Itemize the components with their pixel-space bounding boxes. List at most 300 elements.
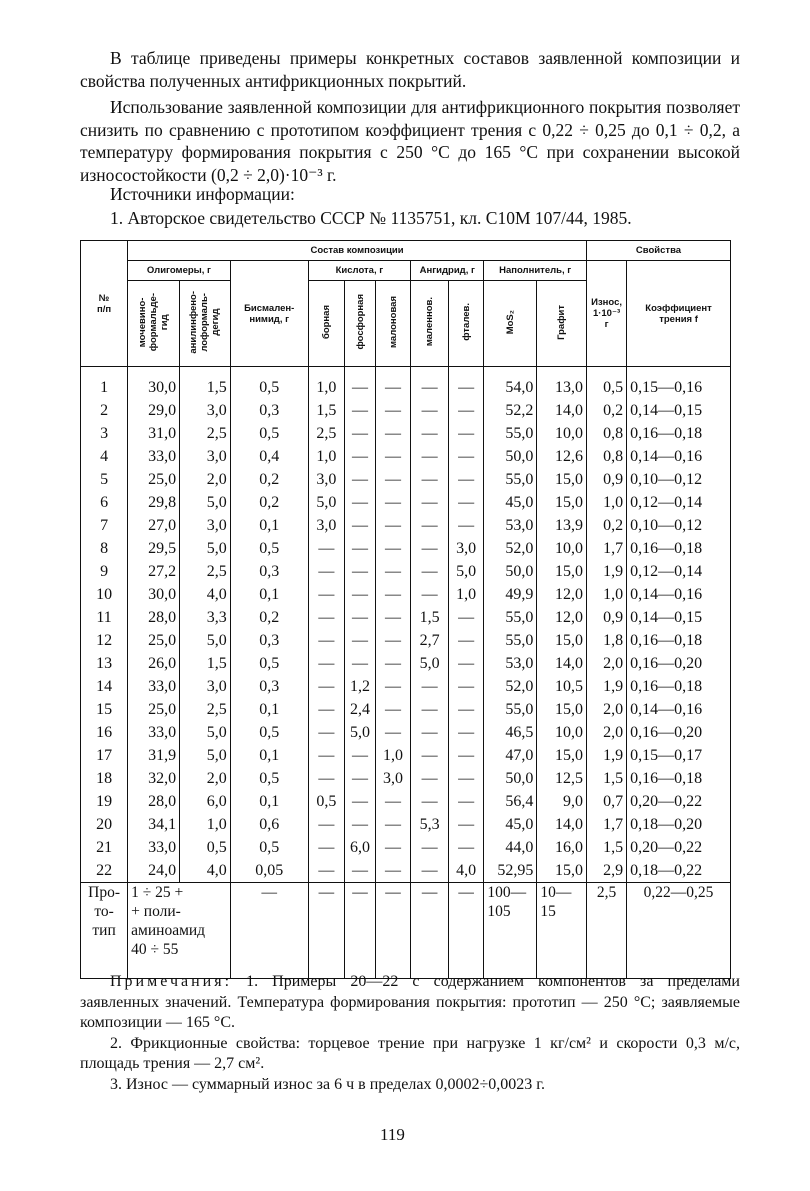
table-cell: —: [411, 537, 449, 560]
table-cell: —: [375, 491, 410, 514]
table-cell: 0,16—0,20: [627, 721, 731, 744]
table-cell: 1,0: [587, 583, 627, 606]
table-cell: 14,0: [537, 813, 587, 836]
table-cell: 5,0: [345, 721, 376, 744]
table-row: [81, 652, 731, 675]
row-number: 12: [81, 629, 128, 652]
row-number: 1: [81, 367, 128, 399]
table-cell: 15,0: [537, 744, 587, 767]
table-cell: —: [375, 367, 410, 399]
table-cell: 2,5: [180, 698, 231, 721]
table-cell: 5,0: [180, 721, 231, 744]
table-cell: —: [375, 399, 410, 422]
table-cell: 2,0: [180, 767, 231, 790]
table-cell: 0,6: [230, 813, 308, 836]
header-friction: Коэффициент трения f: [627, 261, 731, 367]
source-item-1: 1. Авторское свидетельство СССР № 1135751, кл. С10М 107/44, 1985.: [110, 208, 632, 228]
table-cell: 56,4: [484, 790, 537, 813]
table-row: [81, 836, 731, 859]
table-cell: 0,9: [587, 606, 627, 629]
table-cell: 44,0: [484, 836, 537, 859]
table-cell: —: [411, 744, 449, 767]
table-cell: —: [375, 859, 410, 883]
table-cell: 52,2: [484, 399, 537, 422]
row-number: 4: [81, 445, 128, 468]
table-cell: —: [448, 367, 483, 399]
table-cell: —: [375, 836, 410, 859]
table-cell: 24,0: [128, 859, 180, 883]
table-cell: —: [308, 744, 345, 767]
table-cell: 0,20—0,22: [627, 836, 731, 859]
prototype-graphite: 10— 15: [537, 882, 587, 978]
table-cell: 1,5: [411, 606, 449, 629]
table-cell: 13,0: [537, 367, 587, 399]
table-cell: 1,9: [587, 744, 627, 767]
table-cell: 0,10—0,12: [627, 468, 731, 491]
table-cell: 13,9: [537, 514, 587, 537]
table-cell: —: [308, 698, 345, 721]
table-cell: —: [448, 836, 483, 859]
table-cell: —: [411, 560, 449, 583]
table-cell: 0,12—0,14: [627, 560, 731, 583]
table-cell: 1,2: [345, 675, 376, 698]
table-row: [81, 491, 731, 514]
table-cell: —: [345, 652, 376, 675]
row-number: 10: [81, 583, 128, 606]
header-acid: Кислота, г: [308, 261, 411, 281]
table-cell: —: [308, 560, 345, 583]
table-cell: —: [411, 721, 449, 744]
table-cell: —: [448, 445, 483, 468]
table-cell: —: [448, 744, 483, 767]
table-cell: 0,10—0,12: [627, 514, 731, 537]
table-cell: 0,16—0,18: [627, 767, 731, 790]
table-cell: 0,3: [230, 675, 308, 698]
row-number: 18: [81, 767, 128, 790]
table-cell: 55,0: [484, 422, 537, 445]
table-cell: —: [375, 445, 410, 468]
table-cell: 50,0: [484, 767, 537, 790]
table-cell: —: [448, 698, 483, 721]
table-cell: —: [411, 767, 449, 790]
table-cell: 5,0: [180, 491, 231, 514]
table-cell: 16,0: [537, 836, 587, 859]
table-cell: 30,0: [128, 367, 180, 399]
table-cell: —: [308, 882, 345, 978]
table-row: [81, 560, 731, 583]
note-1: 1. Примеры 20—22 с содержанием компонентов за пределами заявленных значений. Температура формирования покрытия: прототип — 250 °С; заявляемые композиции — 165 °С.: [80, 973, 740, 1031]
table-cell: —: [411, 468, 449, 491]
row-number: 6: [81, 491, 128, 514]
table-cell: —: [308, 836, 345, 859]
table-cell: 32,0: [128, 767, 180, 790]
table-cell: 1,7: [587, 813, 627, 836]
table-cell: 5,0: [180, 629, 231, 652]
table-cell: —: [345, 367, 376, 399]
table-cell: —: [375, 606, 410, 629]
table-cell: —: [308, 767, 345, 790]
table-cell: —: [308, 606, 345, 629]
table-cell: 0,2: [587, 514, 627, 537]
table-row: [81, 744, 731, 767]
table-cell: 0,12—0,14: [627, 491, 731, 514]
table-cell: —: [345, 882, 376, 978]
table-cell: 4,0: [180, 859, 231, 883]
table-cell: —: [448, 468, 483, 491]
table-cell: —: [448, 790, 483, 813]
header-oligomers: Олигомеры, г: [128, 261, 231, 281]
table-cell: 0,8: [587, 422, 627, 445]
table-cell: 15,0: [537, 491, 587, 514]
table-row: [81, 445, 731, 468]
table-cell: —: [448, 767, 483, 790]
table-cell: —: [448, 629, 483, 652]
composition-table: [80, 240, 731, 979]
table-cell: 28,0: [128, 790, 180, 813]
table-cell: 0,5: [230, 537, 308, 560]
row-number: 19: [81, 790, 128, 813]
table-cell: —: [448, 399, 483, 422]
table-cell: 2,0: [587, 721, 627, 744]
table-cell: —: [308, 537, 345, 560]
table-cell: 25,0: [128, 698, 180, 721]
table-cell: —: [411, 367, 449, 399]
table-cell: —: [448, 813, 483, 836]
table-cell: 0,5: [230, 422, 308, 445]
table-cell: 0,14—0,15: [627, 399, 731, 422]
table-cell: 5,0: [411, 652, 449, 675]
table-cell: 55,0: [484, 629, 537, 652]
header-phthalic: фталев.: [460, 303, 472, 341]
table-cell: 0,15—0,17: [627, 744, 731, 767]
table-cell: 0,3: [230, 399, 308, 422]
table-cell: 3,0: [180, 675, 231, 698]
page-number: 119: [380, 1125, 405, 1144]
table-cell: —: [308, 583, 345, 606]
table-cell: 1,9: [587, 560, 627, 583]
table-cell: 3,0: [308, 468, 345, 491]
row-number: 5: [81, 468, 128, 491]
header-maleic: маленнов.: [424, 297, 436, 347]
header-urea-formaldehyde: мочевино- формальде- гид: [137, 292, 171, 352]
table-cell: —: [345, 583, 376, 606]
table-cell: —: [375, 514, 410, 537]
table-cell: —: [448, 882, 483, 978]
prototype-mos2: 100— 105: [484, 882, 537, 978]
intro-paragraph-1: В таблице приведены примеры конкретных составов заявленной композиции и свойства полученных антифрикционных покрытий.: [80, 48, 740, 91]
table-cell: —: [375, 721, 410, 744]
table-cell: —: [411, 445, 449, 468]
table-cell: —: [411, 675, 449, 698]
table-cell: —: [411, 882, 449, 978]
table-cell: 31,9: [128, 744, 180, 767]
table-row: [81, 790, 731, 813]
row-number: 20: [81, 813, 128, 836]
table-cell: 27,0: [128, 514, 180, 537]
table-cell: 10,0: [537, 422, 587, 445]
table-cell: 33,0: [128, 721, 180, 744]
table-cell: 2,0: [587, 698, 627, 721]
table-cell: 15,0: [537, 468, 587, 491]
table-cell: 53,0: [484, 514, 537, 537]
table-cell: —: [448, 721, 483, 744]
intro-paragraph-2: Использование заявленной композиции для антифрикционного покрытия позволяет снизить по сравнению с прототипом коэффициент трения с 0,22 ÷ 0,25 до 0,1 ÷ 0,2, а температуру формирования покрытия с 250 °С до 165 °С при сохранении высокой износостойкости (0,2 ÷ 2,0)·10⁻³ г.: [80, 97, 740, 185]
table-cell: 0,2: [230, 491, 308, 514]
table-cell: 12,0: [537, 606, 587, 629]
table-cell: —: [308, 813, 345, 836]
table-cell: 5,3: [411, 813, 449, 836]
table-cell: 45,0: [484, 491, 537, 514]
table-cell: 29,5: [128, 537, 180, 560]
table-cell: —: [345, 399, 376, 422]
table-cell: —: [411, 698, 449, 721]
table-row: [81, 537, 731, 560]
table-cell: 0,1: [230, 698, 308, 721]
table-cell: 1,0: [375, 744, 410, 767]
table-row: [81, 399, 731, 422]
sources-heading: Источники информации:: [110, 184, 295, 204]
table-cell: —: [345, 859, 376, 883]
table-cell: —: [411, 859, 449, 883]
table-cell: 3,0: [180, 514, 231, 537]
table-cell: 50,0: [484, 445, 537, 468]
table-cell: 34,1: [128, 813, 180, 836]
table-cell: —: [345, 468, 376, 491]
table-cell: 5,0: [180, 537, 231, 560]
table-cell: 0,2: [587, 399, 627, 422]
table-cell: 0,14—0,16: [627, 698, 731, 721]
table-cell: 15,0: [537, 629, 587, 652]
table-cell: —: [448, 422, 483, 445]
table-cell: 55,0: [484, 606, 537, 629]
row-number: 21: [81, 836, 128, 859]
prototype-wear: 2,5: [587, 882, 627, 978]
table-cell: 0,2: [230, 468, 308, 491]
row-number: 16: [81, 721, 128, 744]
header-aniline-phenol: анилинфено- лоформаль- дегид: [188, 290, 222, 354]
table-cell: 12,0: [537, 583, 587, 606]
table-cell: 1,0: [587, 491, 627, 514]
table-cell: —: [345, 422, 376, 445]
table-cell: 0,5: [230, 767, 308, 790]
table-cell: 55,0: [484, 698, 537, 721]
table-cell: 2,0: [587, 652, 627, 675]
table-cell: 26,0: [128, 652, 180, 675]
table-cell: 52,0: [484, 675, 537, 698]
table-cell: 28,0: [128, 606, 180, 629]
header-malonic: малоновая: [387, 296, 399, 348]
table-cell: —: [308, 629, 345, 652]
table-cell: 14,0: [537, 399, 587, 422]
table-cell: —: [345, 445, 376, 468]
table-cell: 1,0: [308, 445, 345, 468]
table-cell: —: [375, 468, 410, 491]
table-cell: 53,0: [484, 652, 537, 675]
notes-label: Примечания:: [110, 973, 233, 990]
row-number: 11: [81, 606, 128, 629]
table-cell: —: [308, 675, 345, 698]
prototype-oligomers: 1 ÷ 25 + + поли- аминоамид 40 ÷ 55: [128, 882, 231, 978]
table-cell: 10,5: [537, 675, 587, 698]
row-number: 17: [81, 744, 128, 767]
row-number: 2: [81, 399, 128, 422]
table-cell: 0,16—0,18: [627, 537, 731, 560]
header-composition: Состав композиции: [128, 241, 587, 261]
prototype-label: Про- то- тип: [81, 882, 128, 978]
table-row: [81, 583, 731, 606]
table-cell: 1,0: [180, 813, 231, 836]
table-cell: 2,5: [308, 422, 345, 445]
table-cell: 0,05: [230, 859, 308, 883]
table-cell: 3,0: [308, 514, 345, 537]
table-cell: —: [375, 537, 410, 560]
header-number: № п/п: [81, 241, 128, 367]
table-cell: 52,95: [484, 859, 537, 883]
table-cell: 4,0: [448, 859, 483, 883]
table-cell: 1,5: [587, 767, 627, 790]
table-cell: 12,6: [537, 445, 587, 468]
note-3: 3. Износ — суммарный износ за 6 ч в пределах 0,0002÷0,0023 г.: [110, 1075, 546, 1093]
table-cell: —: [375, 422, 410, 445]
header-mos2: MoS₂: [504, 309, 516, 335]
table-cell: —: [411, 583, 449, 606]
table-row: [81, 629, 731, 652]
table-cell: 0,18—0,22: [627, 859, 731, 883]
table-cell: 0,14—0,16: [627, 445, 731, 468]
table-cell: —: [448, 491, 483, 514]
table-cell: 0,5: [230, 836, 308, 859]
table-cell: 1,5: [180, 367, 231, 399]
table-cell: 0,5: [308, 790, 345, 813]
table-cell: 0,1: [230, 744, 308, 767]
header-bismaleimide: Бисмален- нимид, г: [230, 261, 308, 367]
note-2: 2. Фрикционные свойства: торцевое трение при нагрузке 1 кг/см² и скорости 0,3 м/с, площадь трения — 2,7 см².: [80, 1034, 740, 1072]
table-cell: 55,0: [484, 468, 537, 491]
table-cell: 1,0: [308, 367, 345, 399]
row-number: 7: [81, 514, 128, 537]
table-row: [81, 606, 731, 629]
table-cell: 0,5: [230, 367, 308, 399]
header-filler: Наполнитель, г: [484, 261, 587, 281]
table-cell: 3,0: [180, 445, 231, 468]
table-cell: 0,14—0,15: [627, 606, 731, 629]
table-cell: 25,0: [128, 468, 180, 491]
table-cell: 29,0: [128, 399, 180, 422]
table-cell: —: [308, 859, 345, 883]
prototype-friction: 0,22—0,25: [627, 882, 731, 978]
table-cell: 14,0: [537, 652, 587, 675]
table-cell: 0,1: [230, 514, 308, 537]
header-properties: Свойства: [587, 241, 731, 261]
row-number: 14: [81, 675, 128, 698]
table-cell: 0,18—0,20: [627, 813, 731, 836]
header-wear: Износ, 1·10⁻³ г: [587, 261, 627, 367]
table-cell: 27,2: [128, 560, 180, 583]
table-cell: 0,14—0,16: [627, 583, 731, 606]
table-cell: —: [345, 744, 376, 767]
table-cell: 50,0: [484, 560, 537, 583]
header-anhydride: Ангидрид, г: [411, 261, 484, 281]
table-cell: —: [411, 514, 449, 537]
table-cell: 0,1: [230, 583, 308, 606]
table-cell: 1,7: [587, 537, 627, 560]
table-cell: 3,0: [375, 767, 410, 790]
table-row: [81, 514, 731, 537]
table-cell: 0,16—0,18: [627, 675, 731, 698]
row-number: 8: [81, 537, 128, 560]
table-cell: —: [375, 675, 410, 698]
table-row: [81, 813, 731, 836]
table-cell: —: [375, 583, 410, 606]
table-cell: 6,0: [345, 836, 376, 859]
table-cell: 5,0: [308, 491, 345, 514]
table-cell: 47,0: [484, 744, 537, 767]
table-cell: —: [345, 514, 376, 537]
table-cell: —: [345, 790, 376, 813]
table-cell: —: [448, 606, 483, 629]
table-cell: 0,16—0,18: [627, 422, 731, 445]
table-cell: —: [375, 629, 410, 652]
table-cell: —: [308, 721, 345, 744]
table-cell: —: [375, 882, 410, 978]
table-cell: 15,0: [537, 698, 587, 721]
table-cell: —: [345, 560, 376, 583]
table-cell: —: [375, 652, 410, 675]
row-number: 13: [81, 652, 128, 675]
table-cell: 30,0: [128, 583, 180, 606]
table-cell: —: [448, 514, 483, 537]
table-cell: 54,0: [484, 367, 537, 399]
table-cell: 0,5: [587, 367, 627, 399]
table-row: [81, 468, 731, 491]
table-cell: 3,3: [180, 606, 231, 629]
table-cell: —: [411, 790, 449, 813]
table-cell: 1,8: [587, 629, 627, 652]
table-cell: 5,0: [448, 560, 483, 583]
table-cell: —: [411, 491, 449, 514]
row-number: 15: [81, 698, 128, 721]
table-cell: 1,5: [587, 836, 627, 859]
table-cell: 0,5: [230, 652, 308, 675]
table-cell: 3,0: [448, 537, 483, 560]
table-cell: —: [345, 767, 376, 790]
table-cell: —: [345, 491, 376, 514]
notes-block: [80, 972, 740, 1095]
header-phosphoric: фосфорная: [354, 294, 366, 350]
table-cell: 0,3: [230, 560, 308, 583]
table-cell: 46,5: [484, 721, 537, 744]
table-cell: 2,5: [180, 560, 231, 583]
table-cell: 0,5: [180, 836, 231, 859]
table-cell: —: [308, 652, 345, 675]
table-cell: 2,0: [180, 468, 231, 491]
table-row: [81, 422, 731, 445]
table-cell: 1,5: [180, 652, 231, 675]
table-row-prototype: [81, 882, 731, 978]
table-cell: 3,0: [180, 399, 231, 422]
table-cell: —: [375, 560, 410, 583]
table-cell: 31,0: [128, 422, 180, 445]
table-cell: —: [375, 790, 410, 813]
table-cell: —: [345, 606, 376, 629]
table-cell: 0,2: [230, 606, 308, 629]
table-cell: 0,5: [230, 721, 308, 744]
table-cell: 2,4: [345, 698, 376, 721]
table-cell: 10,0: [537, 537, 587, 560]
table-cell: 12,5: [537, 767, 587, 790]
table-cell: 10,0: [537, 721, 587, 744]
table-cell: 6,0: [180, 790, 231, 813]
